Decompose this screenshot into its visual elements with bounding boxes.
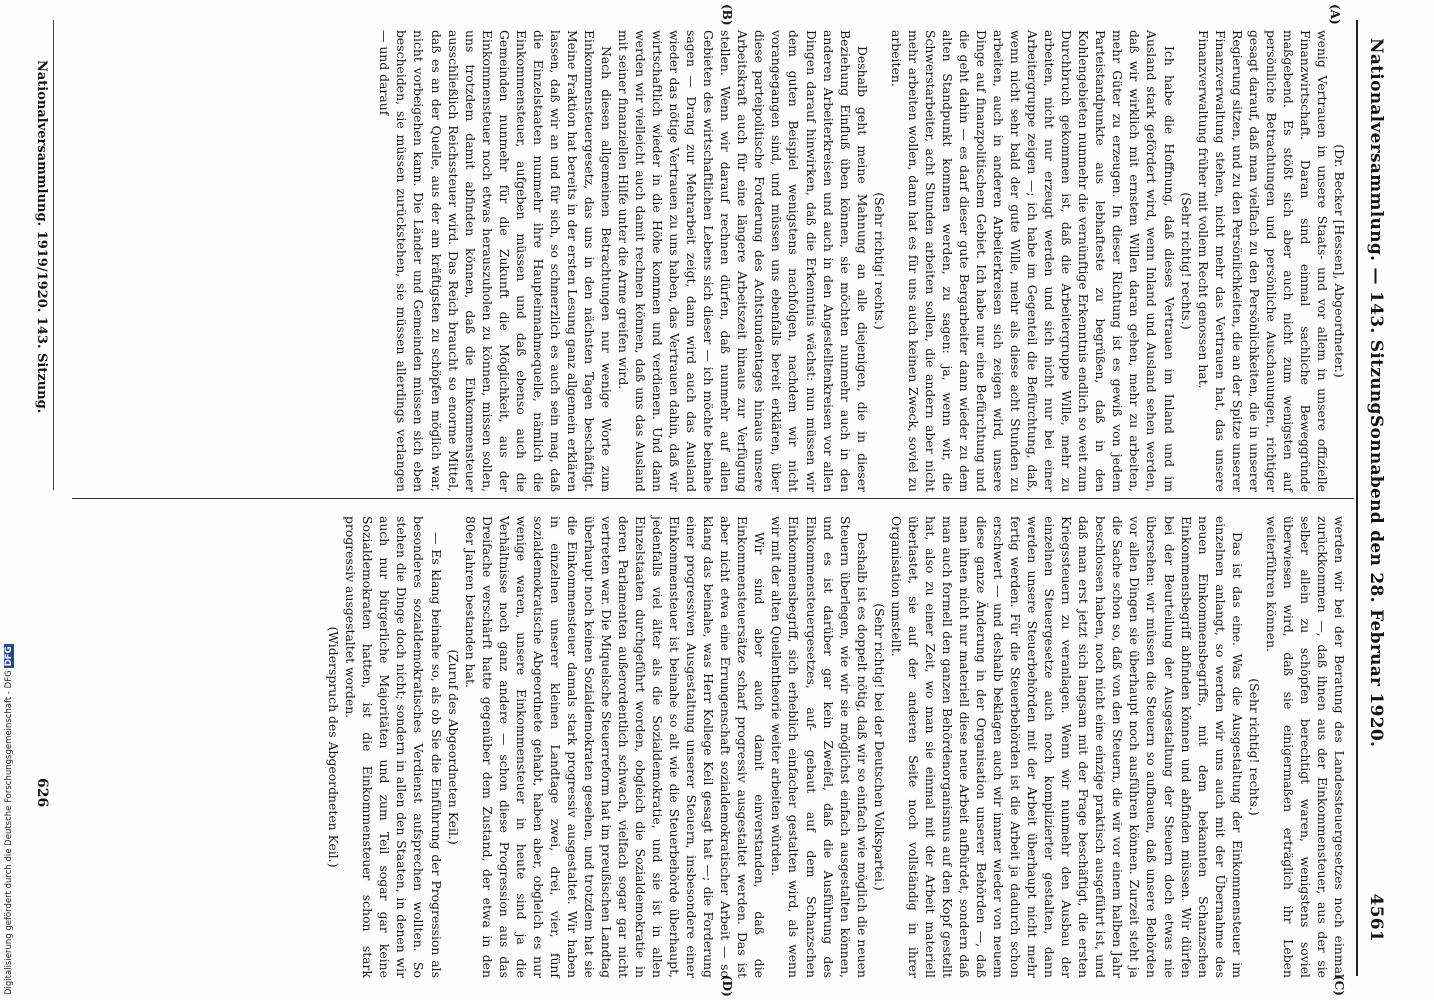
paragraph: — Es klang beinahe so, als ob Sie die Einführung der Progression als besonderes sozialdemokratisches Verdienst aufsprechen wollten. So stehen die Dinge doch nicht; sondern in allen den Staaten, in denen wir auch nur bürgerliche Majoritäten und zum Teil sogar gar keine Sozialdemokraten hatten, ist die Einkommensteuer schon stark progressiv ausgestaltet worden. [343, 516, 444, 978]
page-header [1360, 20, 1388, 970]
paragraph: Das ist das eine. Was die Ausgestaltung der Einkommensteuer im einzelnen anlangt, so werden wir uns auch mit der Übernahme des neuen Einkommensbegriffs, mit dem bekannten Schanzschen Einkommensbegriff abfinden können und abfinden müssen. Wir dürfen bei der Beurteilung der Ausgestaltung der Steuern doch etwas nie übersehen: wir müssen die Steuern so aufbauen, daß unsere Behörden vor allen Dingen sie überhaupt noch ausführen können. Zurzeit steht ja die Sache schon so, daß von den Steuern, die wir vor einem halben Jahr beschlossen haben, noch nicht eine einzige praktisch ausgeführt ist, und daß man erst jetzt sich langsam mit der Frage beschäftigt, die ersten Kriegssteuern zu veranlagen. Wenn wir nunmehr den Ausbau der einzelnen Steuergesetze auch noch komplizierter gestalten, dann werden unsere Steuerbehörden mit der Arbeit überhaupt nicht mehr fertig werden. Für die Steuerbehörden ist die Arbeit ja dadurch schon erschwert — und deshalb beklagen auch wir immer wieder von neuem diese ganze Änderung in der Organisation unserer Behörden —, daß man ihnen nicht nur materiell diese neue Arbeit aufbürdet, sondern daß man auch formell den ganzen Behördenorganismus auf den Kopf gestellt hat, also zu einer Zeit, wo man sie einmal mit der Arbeit materiell überlastet, sie auf der anderen Seite noch vollständig in ihrer Organisation umstellt. [888, 516, 1245, 978]
header-rule [1356, 20, 1358, 976]
paragraph: werden wir bei der Beratung des Landessteuergesetzes noch einmal zurückkommen —, daß ihnen aus der Einkommensteuer, aus der sie selber allein zu schöpfen berechtigt waren, wenigstens soviel überwiesen wird, daß sie einigermaßen erträglich ihr Leben weiterführen können. [1263, 516, 1347, 978]
interjection: (Widerspruch des Abgeordneten Keil.) [326, 626, 342, 868]
header-session: Nationalversammlung. — 143. Sitzung. [1366, 38, 1386, 421]
interjection: (Zuruf des Abgeordneten Keil.) [445, 649, 461, 845]
paragraph: wenig Vertrauen in unsere Staats- und vor allem in unsere offizielle Finanzwirtschaft. Daran sind einmal sachliche Beweggründe maßgebend. Es stößt sich aber auch nicht zum wenigsten auf persönliche Betrachtungen und persönliche Auschauungen, richtiger gesagt darauf, daß man vielfach zu den Persönlichkeiten, die in unserer Regierung sitzen, und zu den Persönlichkeiten, die an der Spitze unserer Finanzverwaltung stehen, nicht mehr das Vertrauen hat, das unsere Finanzverwaltung früher mit vollem Recht genossen hat. [1195, 30, 1330, 492]
paragraph: Ich habe die Hoffnung, daß dieses Vertrauen im Inland und im Ausland stark gefördert wird, wenn Inland und Ausland sehen werden, daß wir wirklich mit ernstem Willen daran gehen, mehr zu arbeiten, mehr Güter zu erzeugen. In dieser Richtung ist es gewiß von jedem Parteistandpunkte aus lebhafteste zu begrüßen, daß in den Kohlengebieten nunmehr die vernünftige Erkenntnis endlich so weit zum Durchbruch gekommen ist, daß die Arbeitergruppe Wille, mehr zu arbeiten, nicht nur erzeugt werden und sich nicht nur bei einer Arbeitergruppe zeigen —; ich habe im Gegenteil die Befürchtung, daß, wenn nicht sehr bald der gute Wille, mehr als diese acht Stunden zu arbeiten, auch in anderen Arbeiterkreisen sich zeigen wird, unsere Dinge auf finanzpolitischem Gebiet. Ich habe nur eine Befürchtung und die geht dahin — es darf dieser gute Bergarbeiter dann wieder zu dem alten Standpunkt kommen werden, zu sagen: ja, wenn wir, die Schwerstarbeiter, acht Stunden arbeiten sollen, die andern aber nicht mehr arbeiten wollen, dann hat es für uns auch keinen Zweck, soviel zu arbeiten. [888, 30, 1177, 492]
column-divider [72, 498, 1354, 499]
interjection: (Sehr richtig! rechts.) [1246, 678, 1262, 816]
margin-mark-b: (B) [720, 4, 734, 26]
page-footer: Nationalversammlung. 1919/1920. 143. Sitzung. [34, 60, 49, 414]
page-marker: 626 [34, 778, 50, 808]
digitization-credit [4, 555, 18, 995]
speaker-tag: (Dr. Becker [Hessen], Abgeordneter.) [1332, 144, 1347, 378]
paragraph: Deshalb geht meine Mahnung an alle diejenigen, die in dieser Beziehung Einfluß üben können, sie möchten nunmehr auch in den anderen Arbeiterkreisen und auch in den Angestelltenkreisen vor allen Dingen darauf hinwirken, daß die Erkenntnis wächst: nun müssen wir dem guten Beispiel wenigstens nachfolgen, nachdem wir nicht vorangegangen sind, und müssen uns ebenfalls bereit erklären, über diese parteipolitische Forderung des Achtstundentages hinaus unsere Arbeitskraft auch für eine längere Arbeitszeit hinaus zur Verfügung stellen. Wenn wir darauf rechnen dürfen, daß nunmehr auf allen Gebieten des wirtschaftlichen Lebens sich dieser — ich möchte beinahe sagen — Drang zur Mehrarbeit zeigt, dann wird auch das Ausland wieder das nötige Vertrauen zu uns haben, das Vertrauen dahin, daß wir wirtschaftlich wieder in die Höhe kommen und verdienen. Und dann werden wir vielleicht auch damit rechnen können, daß uns das Ausland mit seiner finanziellen Hilfe unter die Arme greifen wird. [616, 30, 870, 492]
interjection: (Sehr richtig! rechts.) [871, 192, 887, 330]
header-date-text: Sonnabend den 28. Februar 1920. [1366, 414, 1386, 748]
margin-mark-a: (A) [1328, 4, 1342, 25]
paragraph: Nach diesen allgemeinen Betrachtungen nur wenige Worte zum Einkommensteuergesetz, das uns in den nächsten Tagen beschäftigt. Meine Fraktion hat bereits in der ersten Lesung ganz allgemein erklären lassen, daß wir an und für sich, so schmerzlich es auch sein mag, daß die Einzelstaaten nunmehr ihre Haupteinnahmequelle, nämlich die Einkommensteuer, aufgeben müssen und daß ebenso auch die Gemeinden nunmehr für die Zukunft die Möglichkeit, aus der Einkommensteuer noch etwas herauszuholen zu können, missen sollen, uns trotzdem damit abfinden können, daß die Einkommensteuer ausschließlich Reichssteuer wird. Das Reich braucht so enorme Mittel, daß es an der Quelle, aus der am kräftigsten zu schöpfen möglich war, nicht vorbeigehen kann. Die Länder und Gemeinden müssen sich eben bescheiden, sie müssen zurückstehen, sie müssen allerdings verlangen — und darauf [377, 30, 614, 492]
header-date [1366, 415, 1386, 942]
left-column [376, 30, 1348, 492]
paragraph: Wir sind aber auch damit einverstanden, daß die Einkommensteuersätze scharf progressiv ausgestaltet werden. Das ist aber nicht etwa eine Errungenschaft sozialdemokratischer Arbeit — so klang das beinahe, was Herr Kollege Keil gesagt hat —; die Forderung einer progressiven Ausgestaltung unserer Steuern, insbesondere einer Einkommensteuer ist beinahe so alt wie die Steuerbehörde überhaupt, jedenfalls viel älter als die Sozialdemokratie, und sie ist in allen Einzelstaaten durchgeführt worden, obgleich die Sozialdemokratie in deren Parlamenten außerordentlich schwach, vielfach sogar gar nicht vertreten war. Die Miquelsche Steuerreform hat im preußischen Landtag überhaupt noch keinen Sozialdemokraten gesehen, und trotzdem hat sie die Einkommensteuer damals stark progressiv ausgestaltet. Wir haben in einzelnen unserer kleinen Landtage zwei, drei, vier, fünf sozialdemokratische Abgeordnete gehabt, haben aber, obgleich es nur wenige waren, unsere Einkommensteuer in heute sind ja die Verhältnisse noch ganz andere — schon diese Progression aus das Dreifache verschärft hatte gegenüber dem Zustand, der etwa in den 80er Jahren bestanden hat. [462, 516, 768, 978]
dfg-logo-icon: DFG [4, 646, 14, 667]
header-page-number: 4561 [1366, 893, 1386, 942]
right-column [325, 516, 1348, 978]
margin-mark-c: (C) [1332, 975, 1346, 996]
interjection: (Sehr richtig! rechts.) [1178, 192, 1194, 330]
margin-mark-d: (D) [720, 975, 734, 997]
interjection: (Sehr richtig! bei der Deutschen Volkspartei.) [871, 603, 887, 891]
paragraph: Deshalb ist es doppelt nötig, daß wir so einfach wie möglich die neuen Steuern überlegen, wie wir sie möglichst einfach ausgestalten können, und es ist darüber gar kein Zweifel, daß die Ausführung des Einkommensteuergesetzes, auf- gebaut auf dem Schanzschen Einkommensbegriff, sich erheblich einfacher gestalten wird, als wenn wir mit der alten Quellentheorie weiter arbeiten würden. [769, 516, 870, 978]
footer-rule [53, 20, 54, 490]
credit-text: Digitalisierung gefördert durch die Deutsche Forschungsgemeinschaft - DFG [4, 670, 14, 995]
